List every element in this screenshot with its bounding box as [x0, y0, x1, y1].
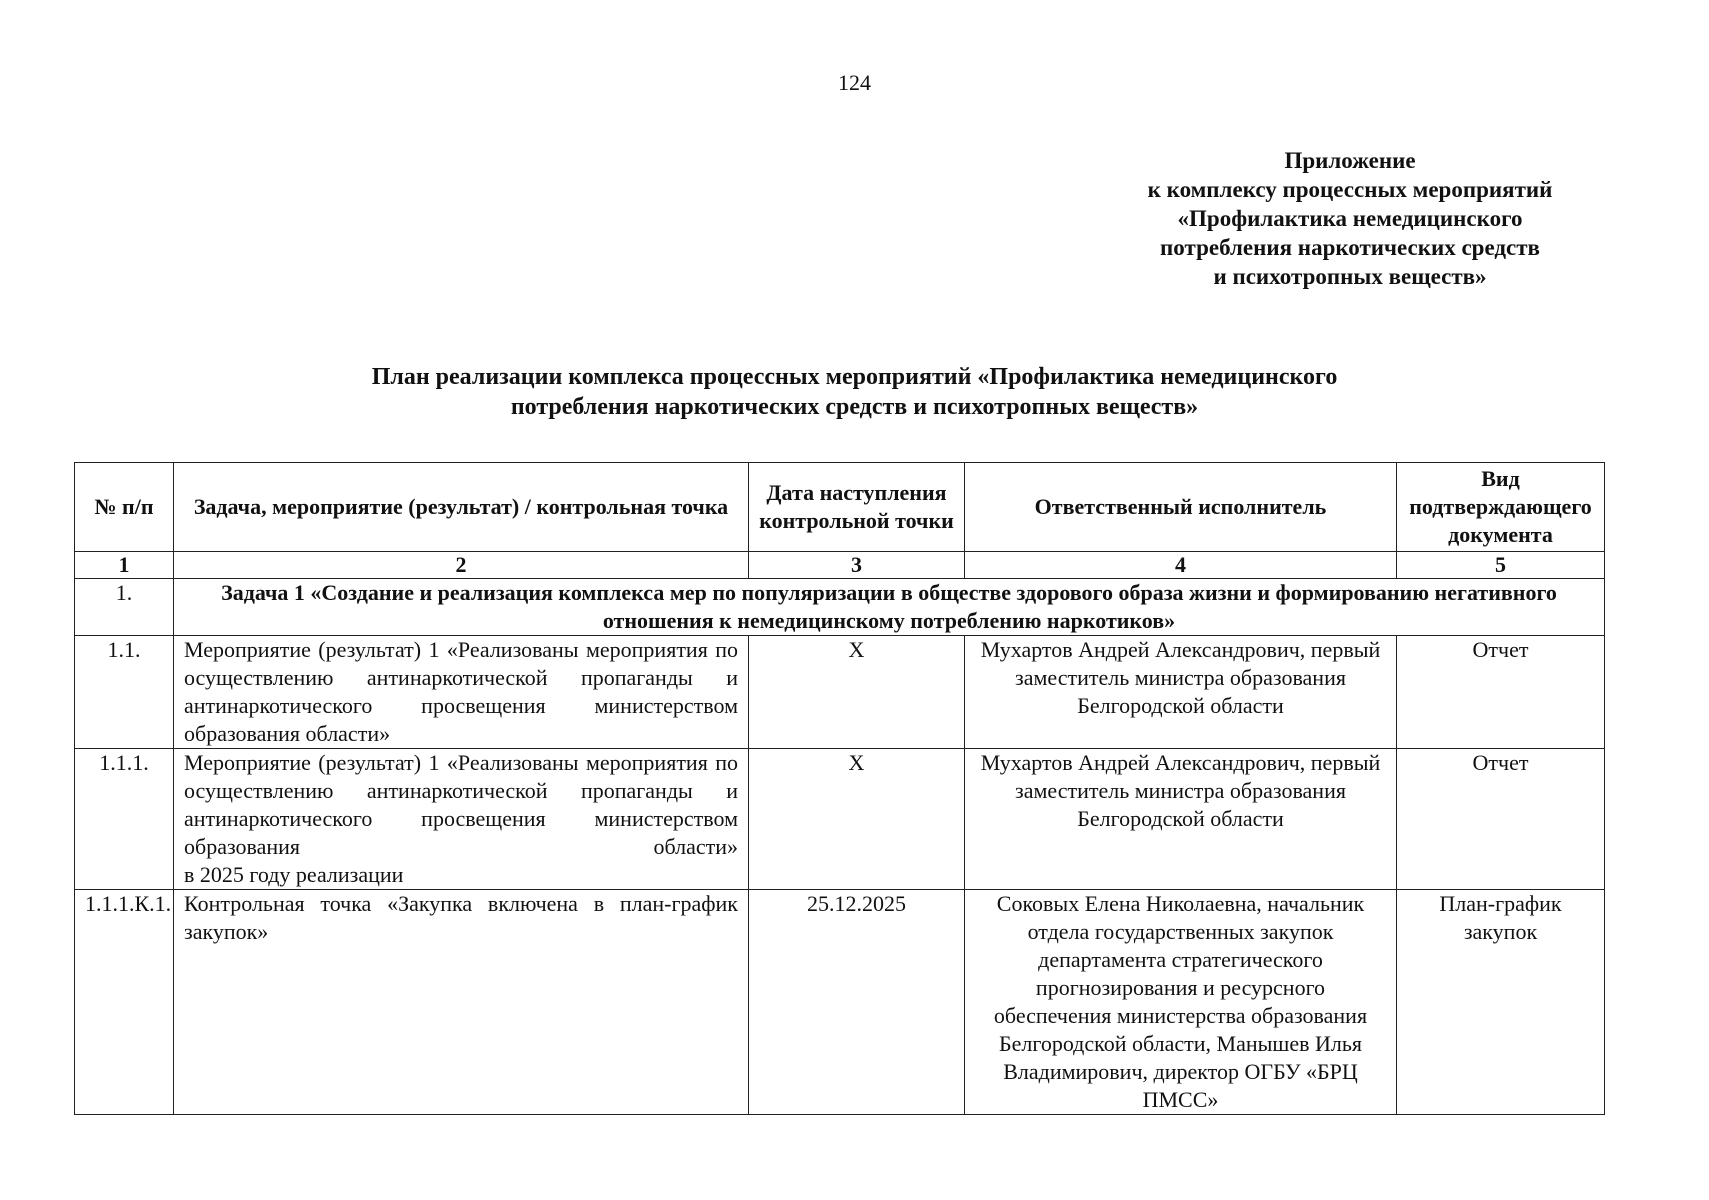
row-name-main: Мероприятие (результат) 1 «Реализованы мероприятия по осуществлению антинаркотической пропаганды и антинаркотического просвещения министерством образования области»: [184, 750, 738, 859]
column-number: 4: [965, 552, 1397, 579]
column-number: 2: [174, 552, 749, 579]
column-number: 1: [75, 552, 174, 579]
row-date: X: [749, 749, 965, 890]
column-number-row: [75, 552, 1605, 579]
table-row: [75, 890, 1605, 1115]
header-document: Вид подтверждающего документа: [1397, 463, 1605, 552]
task-number: 1.: [75, 579, 174, 636]
row-name: Мероприятие (результат) 1 «Реализованы мероприятия по осуществлению антинаркотической пропаганды и антинаркотического просвещения министерством образования области»: [174, 636, 749, 749]
row-responsible: Мухартов Андрей Александрович, первый заместитель министра образования Белгородской области: [965, 636, 1397, 749]
appendix-line: к комплексу процессных мероприятий: [1147, 177, 1553, 202]
row-name-tail: в 2025 году реализации: [184, 862, 404, 887]
appendix-heading: [1110, 146, 1590, 291]
table-header-row: [75, 463, 1605, 552]
header-date: Дата наступления контрольной точки: [749, 463, 965, 552]
header-name: Задача, мероприятие (результат) / контрольная точка: [174, 463, 749, 552]
plan-title-line: План реализации комплекса процессных мероприятий «Профилактика немедицинского: [371, 364, 1338, 390]
row-number: 1.1.: [75, 636, 174, 749]
page-number: 124: [838, 70, 871, 95]
plan-table: [74, 462, 1605, 1115]
table-row: [75, 636, 1605, 749]
row-document: Отчет: [1397, 749, 1605, 890]
header-num: № п/п: [75, 463, 174, 552]
row-name: [174, 749, 749, 890]
task-row: [75, 579, 1605, 636]
table-row: [75, 749, 1605, 890]
row-name: Контрольная точка «Закупка включена в план-график закупок»: [174, 890, 749, 1115]
appendix-line: Приложение: [1284, 148, 1416, 173]
row-document: Отчет: [1397, 636, 1605, 749]
column-number: 3: [749, 552, 965, 579]
header-responsible: Ответственный исполнитель: [965, 463, 1397, 552]
column-number: 5: [1397, 552, 1605, 579]
row-responsible: Соковых Елена Николаевна, начальник отдела государственных закупок департамента стратегического прогнозирования и ресурсного обеспечения министерства образования Белгородской области, Манышев Илья Владимирович, директор ОГБУ «БРЦ ПМСС»: [965, 890, 1397, 1115]
plan-title-line: потребления наркотических средств и психотропных веществ»: [510, 394, 1199, 420]
appendix-line: потребления наркотических средств: [1160, 235, 1540, 260]
row-document: План-график закупок: [1397, 890, 1605, 1115]
row-number: 1.1.1.К.1.: [75, 890, 174, 1115]
task-title: Задача 1 «Создание и реализация комплекса мер по популяризации в обществе здорового образа жизни и формированию негативного отношения к немедицинскому потреблению наркотиков»: [174, 579, 1605, 636]
appendix-line: «Профилактика немедицинского: [1177, 206, 1523, 231]
plan-title: [150, 362, 1559, 422]
appendix-line: и психотропных веществ»: [1213, 264, 1487, 289]
row-date: 25.12.2025: [749, 890, 965, 1115]
row-responsible: Мухартов Андрей Александрович, первый заместитель министра образования Белгородской области: [965, 749, 1397, 890]
row-number: 1.1.1.: [75, 749, 174, 890]
row-date: X: [749, 636, 965, 749]
